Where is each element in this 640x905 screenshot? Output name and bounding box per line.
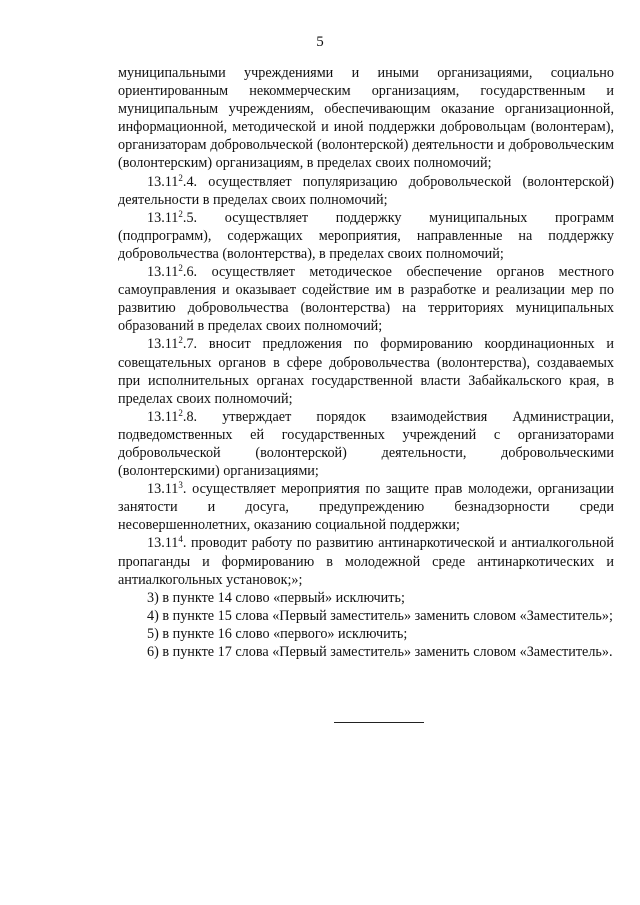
item-number: 13.11 xyxy=(147,264,179,281)
item-number: 13.11 xyxy=(147,481,179,498)
item-number: 13.11 xyxy=(147,336,179,353)
paragraph-item-13-11-2-8 xyxy=(118,408,614,480)
document-body xyxy=(118,64,614,661)
paragraph-text: муниципальными учреждениями и иными организациями, социально ориентированным некоммерческим организациям, государственным и муниципальным учреждениям, обеспечивающим оказание организационной, информационной, методической и иной поддержки добровольцам (волонтерам), организаторам добровольческой (волонтерской) деятельности и добровольческим (волонтерским) организациям, в пределах своих полномочий; xyxy=(118,65,614,172)
item-number: 13.11 xyxy=(147,535,179,552)
item-superscript: 2 xyxy=(178,407,183,418)
item-superscript: 2 xyxy=(178,208,183,219)
paragraph-item-13-11-4 xyxy=(118,534,614,588)
paragraph-amendment-5 xyxy=(118,625,614,643)
paragraph-item-13-11-2-6 xyxy=(118,263,614,335)
item-superscript: 2 xyxy=(178,335,183,346)
paragraph-amendment-6 xyxy=(118,643,614,661)
item-superscript: 3 xyxy=(178,480,183,491)
document-end-line xyxy=(334,722,424,723)
paragraph-text: .7. вносит предложения по формированию координационных и совещательных органов в сфере добровольчества (волонтерства), создаваемых при исполнительных органах государственной власти Забайкальского края, в пределах своих полномочий; xyxy=(118,336,614,407)
item-superscript: 4 xyxy=(178,534,183,545)
item-superscript: 2 xyxy=(178,172,183,183)
item-number: 13.11 xyxy=(147,209,179,226)
paragraph-text: . проводит работу по развитию антинаркотической и антиалкогольной пропаганды и формированию в молодежной среде антинаркотических и антиалкогольных установок;»; xyxy=(118,535,614,588)
paragraph-text: .4. осуществляет популяризацию добровольческой (волонтерской) деятельности в пределах своих полномочий; xyxy=(118,173,614,208)
paragraph-item-13-11-2-5 xyxy=(118,209,614,263)
paragraph-text: 6) в пункте 17 слова «Первый заместитель» заменить словом «Заместитель». xyxy=(147,644,613,660)
item-number: 13.11 xyxy=(147,408,179,425)
paragraph-item-13-11-2-7 xyxy=(118,335,614,407)
paragraph-amendment-4 xyxy=(118,607,614,625)
paragraph-amendment-3 xyxy=(118,589,614,607)
page-number: 5 xyxy=(316,34,324,50)
paragraph-item-13-11-2-4 xyxy=(118,173,614,209)
paragraph-text: .5. осуществляет поддержку муниципальных программ (подпрограмм), содержащих мероприятия, направленные на поддержку добровольчества (волонтерства), в пределах своих полномочий; xyxy=(118,209,614,262)
paragraph-text: .8. утверждает порядок взаимодействия Администрации, подведомственных ей государственных учреждений с организаторами добровольческой (волонтерской) деятельности, добровольческими (волонтерскими) организациями; xyxy=(118,408,614,480)
paragraph-text: 5) в пункте 16 слово «первого» исключить; xyxy=(147,625,408,642)
paragraph-text: 4) в пункте 15 слова «Первый заместитель» заменить словом «Заместитель»; xyxy=(147,607,613,624)
paragraph-continuation xyxy=(118,64,614,173)
paragraph-text: . осуществляет мероприятия по защите прав молодежи, организации занятости и досуга, предупреждению безнадзорности среди несовершеннолетних, оказанию социальной поддержки; xyxy=(118,481,614,534)
paragraph-item-13-11-3 xyxy=(118,480,614,534)
paragraph-text: .6. осуществляет методическое обеспечение органов местного самоуправления и оказывает содействие им в разработке и реализации мер по развитию добровольчества (волонтерства) на территориях муниципальных образований в пределах своих полномочий; xyxy=(118,264,614,335)
paragraph-text: 3) в пункте 14 слово «первый» исключить; xyxy=(147,589,405,606)
item-superscript: 2 xyxy=(178,263,183,274)
item-number: 13.11 xyxy=(147,173,179,190)
